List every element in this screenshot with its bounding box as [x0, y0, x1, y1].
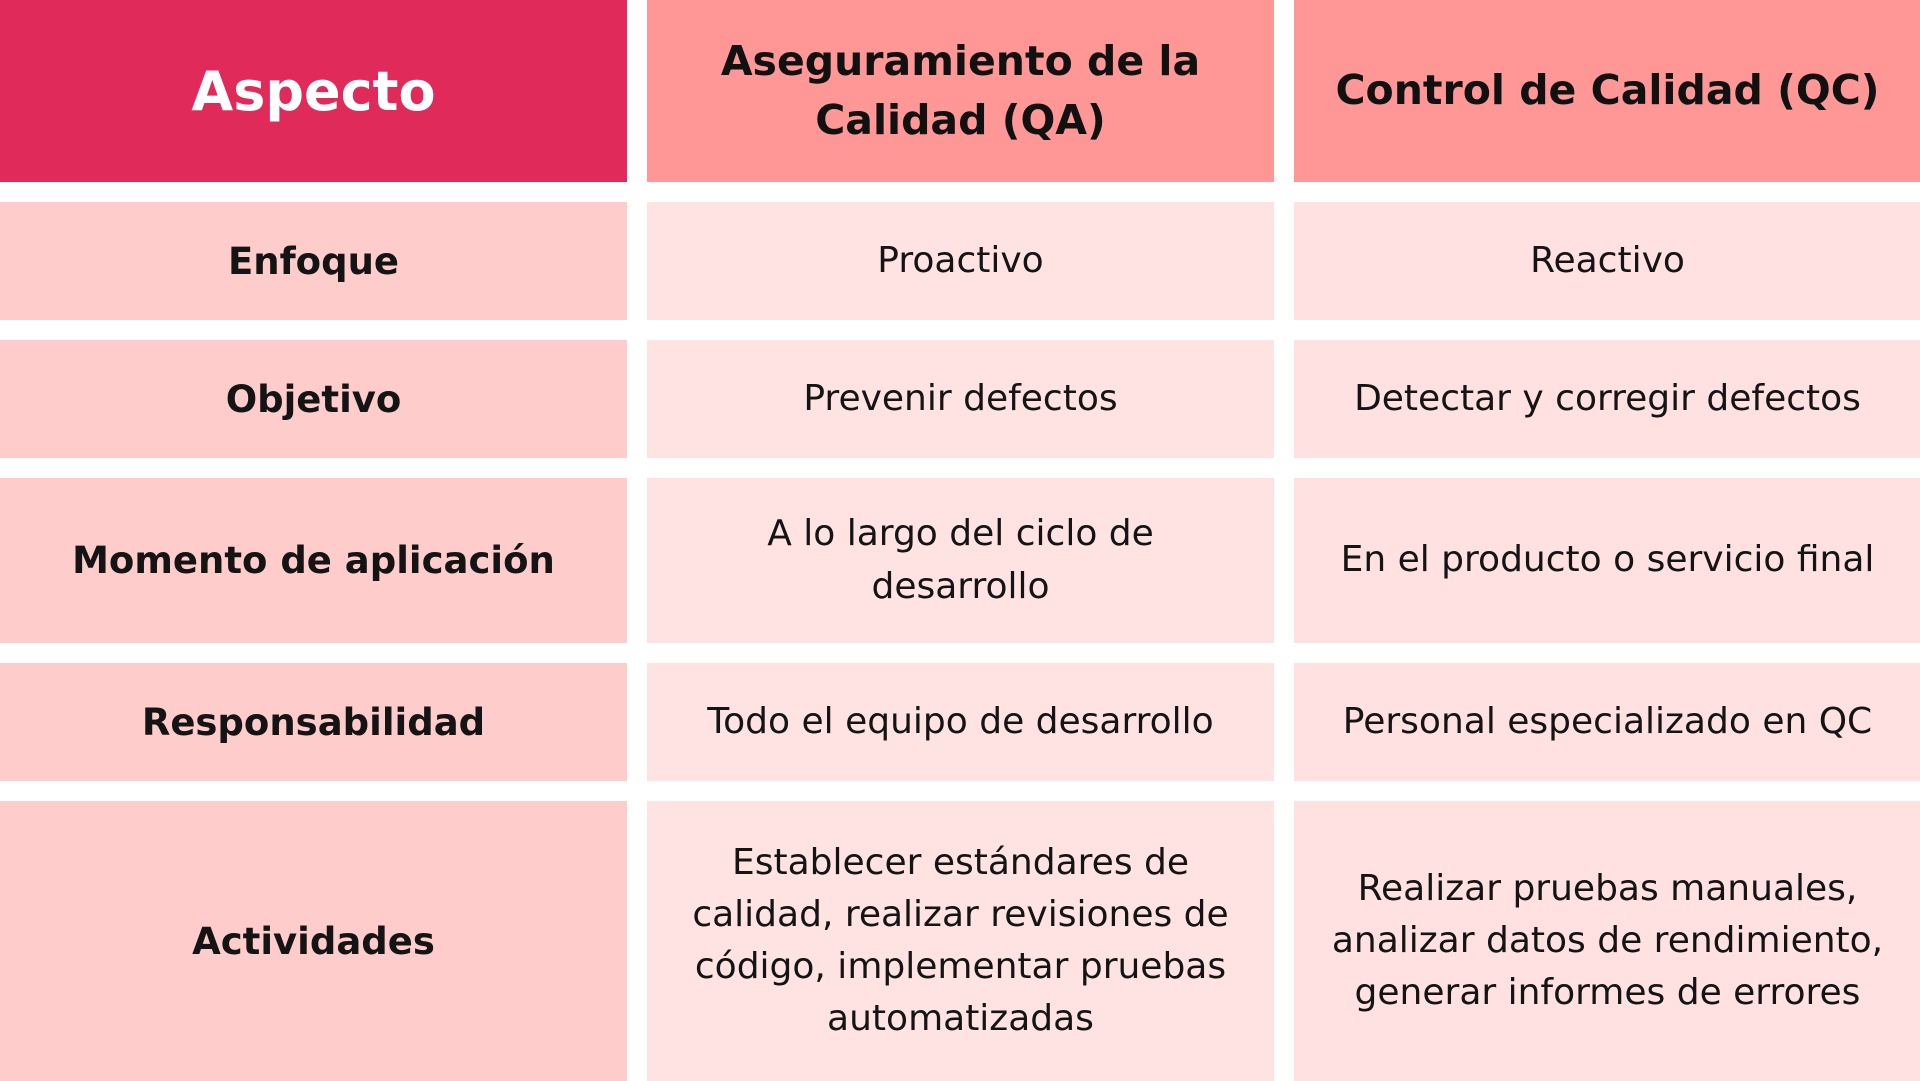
row-label-objetivo: Objetivo — [0, 340, 627, 458]
header-aspect: Aspecto — [0, 0, 627, 182]
row-label-actividades: Actividades — [0, 801, 627, 1081]
row-qa-enfoque: Proactivo — [647, 202, 1274, 320]
row-qa-actividades: Establecer estándares de calidad, realizar revisiones de código, implementar pruebas automatizadas — [647, 801, 1274, 1081]
header-qc: Control de Calidad (QC) — [1294, 0, 1920, 182]
row-label-responsabilidad: Responsabilidad — [0, 663, 627, 781]
row-qc-enfoque: Reactivo — [1294, 202, 1920, 320]
row-qa-responsabilidad: Todo el equipo de desarrollo — [647, 663, 1274, 781]
row-qc-momento: En el producto o servicio final — [1294, 478, 1920, 643]
row-qc-actividades: Realizar pruebas manuales, analizar datos de rendimiento, generar informes de errores — [1294, 801, 1920, 1081]
row-qa-objetivo: Prevenir defectos — [647, 340, 1274, 458]
row-qc-responsabilidad: Personal especializado en QC — [1294, 663, 1920, 781]
header-qa: Aseguramiento de la Calidad (QA) — [647, 0, 1274, 182]
row-label-enfoque: Enfoque — [0, 202, 627, 320]
row-label-momento: Momento de aplicación — [0, 478, 627, 643]
row-qa-momento: A lo largo del ciclo de desarrollo — [647, 478, 1274, 643]
row-qc-objetivo: Detectar y corregir defectos — [1294, 340, 1920, 458]
